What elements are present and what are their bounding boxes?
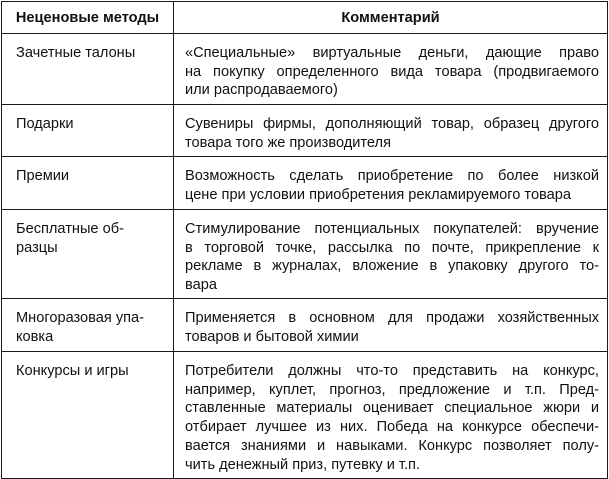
method-cell <box>2 105 174 157</box>
comment-cell <box>174 352 608 479</box>
comment-line: рекламе в журналах, вложение в упаковку другого то- <box>185 258 599 275</box>
comment-line: отбирает лучшее из них. Победа на конкурсе обеспечи- <box>185 419 599 436</box>
comment-line: Потребители должны что-то представить на конкурс, <box>185 363 599 379</box>
table-row <box>2 34 608 105</box>
comment-cell <box>174 105 608 157</box>
methods-table <box>1 1 608 479</box>
table-row <box>2 105 608 157</box>
method-text: Конкурсы и игры <box>16 363 129 379</box>
comment-cell <box>174 157 608 210</box>
comment-line: или распродаваемого) <box>185 82 338 99</box>
table-row <box>2 352 608 479</box>
comment-line: Возможность сделать приобретение по более низкой <box>185 168 599 184</box>
table-row <box>2 157 608 210</box>
method-cell <box>2 210 174 299</box>
comment-line: товара того же производителя <box>185 134 391 151</box>
header-row <box>2 2 608 34</box>
method-text: Бесплатные об- <box>16 221 124 237</box>
method-cell <box>2 157 174 210</box>
method-text: ковка <box>16 328 54 345</box>
table-row <box>2 299 608 352</box>
method-text: Зачетные талоны <box>16 45 136 61</box>
method-cell <box>2 34 174 105</box>
method-text: разцы <box>16 239 58 256</box>
comment-line: «Специальные» виртуальные деньги, дающие право <box>185 45 599 61</box>
comment-line: например, куплет, прогноз, предложение и т.п. Пред- <box>185 381 599 398</box>
header-comment: Комментарий <box>174 2 608 34</box>
method-cell <box>2 352 174 479</box>
method-text: Подарки <box>16 116 74 132</box>
table-row <box>2 210 608 299</box>
comment-line: в торговой точке, рассылка по почте, прикрепление к <box>185 239 599 256</box>
comment-line: товаров и бытовой химии <box>185 328 359 345</box>
comment-cell <box>174 299 608 352</box>
comment-line: Сувениры фирмы, дополняющий товар, образец другого <box>185 116 599 132</box>
comment-line: чить денежный приз, путевку и т.п. <box>185 456 421 473</box>
comment-line: вается знаниями и навыками. Конкурс позволяет полу- <box>185 437 599 454</box>
method-text: Многоразовая упа- <box>16 310 145 326</box>
comment-line: ставленные материалы оценивает специальное жюри и <box>185 400 599 417</box>
method-cell <box>2 299 174 352</box>
comment-line: Стимулирование потенциальных покупателей: вручение <box>185 221 599 237</box>
comment-line: вара <box>185 277 217 294</box>
comment-line: цене при условии приобретения рекламируемого товара <box>185 186 571 203</box>
method-text: Премии <box>16 168 70 184</box>
header-methods: Неценовые методы <box>2 2 174 34</box>
comment-cell <box>174 210 608 299</box>
comment-cell <box>174 34 608 105</box>
comment-line: на покупку определенного вида товара (продвигаемого <box>185 63 599 80</box>
comment-line: Применяется в основном для продажи хозяйственных <box>185 310 599 326</box>
